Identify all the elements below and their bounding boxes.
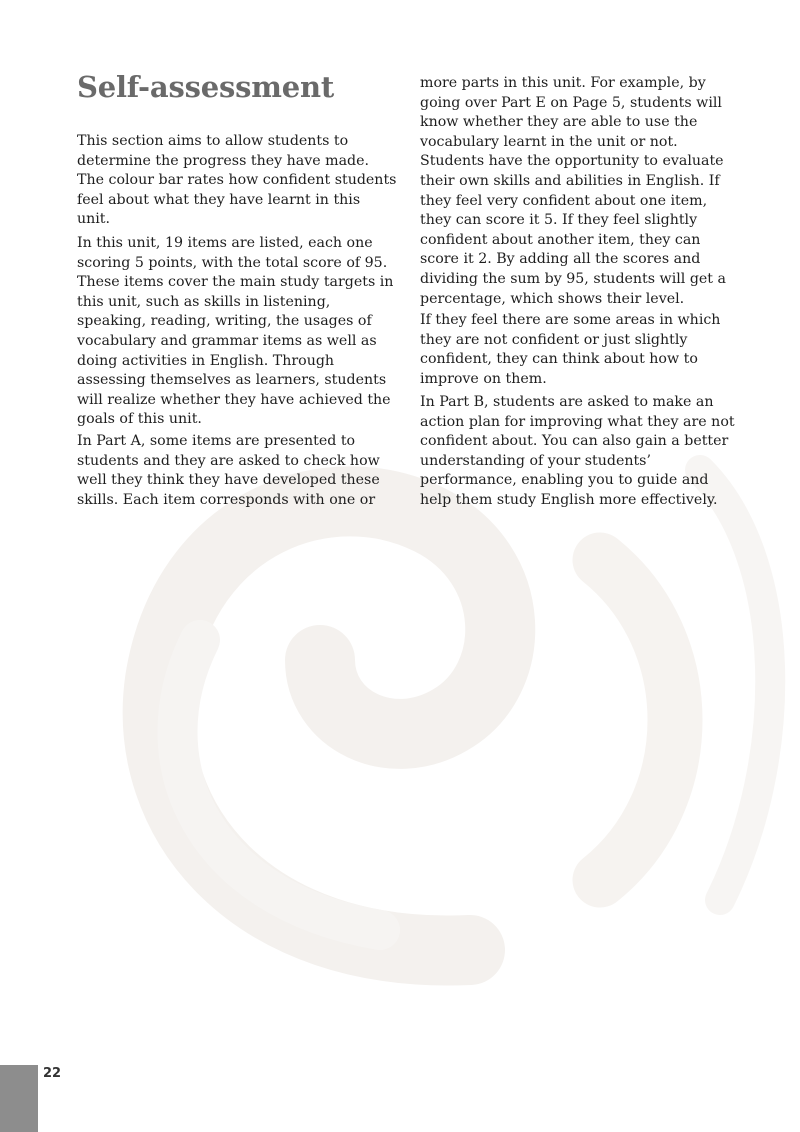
text-line: will realize whether they have achieved the (77, 391, 391, 408)
page-tab (0, 1065, 38, 1132)
text-line: vocabulary learnt in the unit or not. (420, 133, 678, 150)
text-line: performance, enabling you to guide and (420, 472, 709, 489)
text-line: skills. Each item corresponds with one or (77, 491, 376, 508)
text-line: they can score it 5. If they feel slightly (420, 212, 698, 229)
part-a-paragraph (77, 432, 397, 510)
page-number: 22 (43, 1066, 62, 1081)
text-line: action plan for improving what they are not (420, 413, 735, 430)
text-line: determine the progress they have made. (77, 152, 370, 169)
text-line: percentage, which shows their level. (420, 290, 685, 307)
section-title: Self-assessment (77, 70, 335, 104)
text-line: students and they are asked to check how (77, 452, 380, 469)
text-line: help them study English more effectively. (420, 491, 718, 508)
intro-paragraph (77, 132, 397, 230)
text-line: confident, they can think about how to (420, 351, 698, 368)
text-line: goals of this unit. (77, 411, 202, 428)
text-line: unit. (77, 211, 111, 228)
text-line: dividing the sum by 95, students will get a (420, 270, 726, 287)
text-line: this unit, such as skills in listening, (77, 293, 331, 310)
text-line: their own skills and abilities in English. If (420, 172, 720, 189)
text-line: This section aims to allow students to (77, 133, 349, 149)
text-line: they are not confident or just slightly (420, 331, 688, 348)
text-line: The colour bar rates how confident students (77, 172, 397, 189)
text-line: speaking, reading, writing, the usages of (77, 313, 372, 330)
text-line: well they think they have developed these (77, 472, 380, 489)
text-line: In Part B, students are asked to make an (420, 394, 714, 410)
text-line: understanding of your students’ (420, 452, 651, 469)
text-line: In this unit, 19 items are listed, each one (77, 235, 373, 251)
part-a-continued-paragraph (420, 74, 750, 309)
text-line: feel about what they have learnt in this (77, 191, 361, 208)
part-b-paragraph (420, 393, 750, 511)
text-line: Students have the opportunity to evaluate (420, 153, 724, 170)
text-line: score it 2. By adding all the scores and (420, 251, 701, 268)
text-line: These items cover the main study targets in (77, 274, 394, 291)
text-line: they feel very confident about one item, (420, 192, 708, 209)
text-line: In Part A, some items are presented to (77, 433, 356, 449)
text-line: more parts in this unit. For example, by (420, 75, 706, 91)
text-line: going over Part E on Page 5, students will (420, 94, 722, 111)
text-line: know whether they are able to use the (420, 114, 698, 131)
text-line: improve on them. (420, 370, 547, 387)
text-line: confident about another item, they can (420, 231, 701, 248)
improvement-paragraph (420, 311, 750, 389)
text-line: scoring 5 points, with the total score of 95. (77, 254, 388, 271)
text-line: assessing themselves as learners, students (77, 372, 387, 389)
items-paragraph (77, 234, 397, 430)
text-line: If they feel there are some areas in which (420, 312, 721, 328)
text-line: vocabulary and grammar items as well as (77, 332, 377, 349)
text-line: doing activities in English. Through (77, 352, 335, 369)
text-line: confident about. You can also gain a better (420, 433, 729, 450)
